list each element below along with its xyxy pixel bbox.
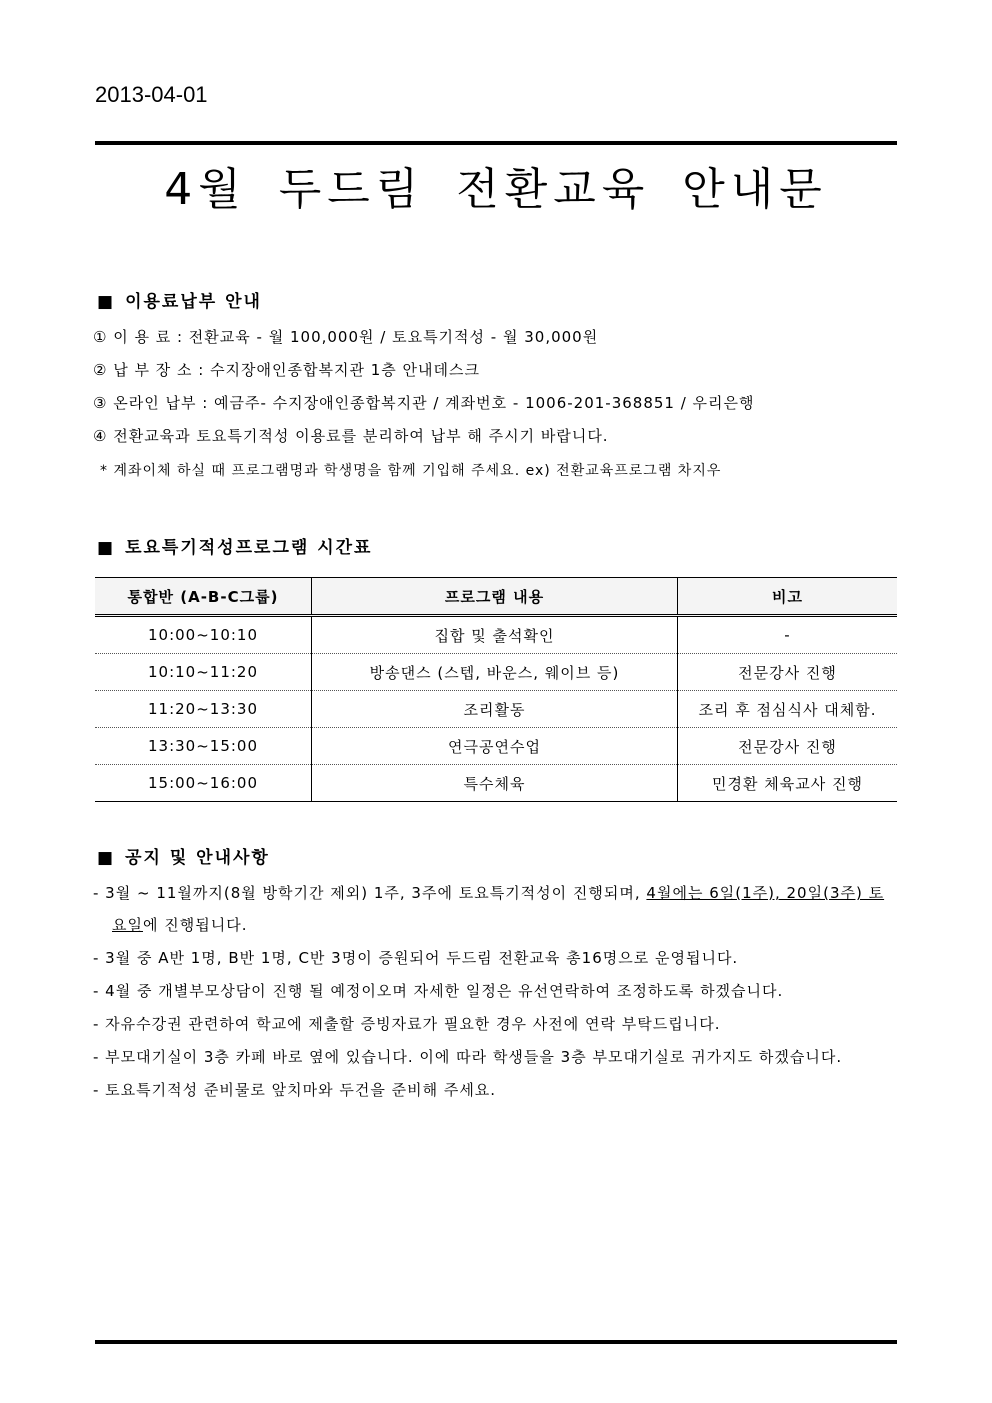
notice-item-waiting-room: - 부모대기실이 3층 카페 바로 옆에 있습니다. 이에 따라 학생들을 3층 부모대기실로 귀가지도 하겠습니다. [93, 1048, 843, 1066]
schedule-heading [97, 533, 372, 558]
notice-item-schedule [93, 882, 884, 903]
document-title: 4월 두드림 전환교육 안내문 [164, 164, 828, 215]
notice-item-schedule-day: 요일 [112, 916, 143, 934]
notice-item-enrollment: - 3월 중 A반 1명, B반 1명, C반 3명이 증원되어 두드림 전환교육 총16명으로 운영됩니다. [93, 949, 739, 967]
bottom-rule [95, 1340, 897, 1344]
note-cell: 조리 후 점심식사 대체함. [678, 691, 898, 728]
schedule-heading-text: 토요특기적성프로그램 시간표 [125, 538, 373, 558]
program-cell: 연극공연수업 [312, 728, 678, 765]
time-cell: 10:10~11:20 [95, 654, 312, 691]
table-row [95, 654, 897, 691]
time-cell: 10:00~10:10 [95, 616, 312, 654]
payment-item-place: ② 납 부 장 소 : 수지장애인종합복지관 1층 안내데스크 [93, 361, 480, 379]
table-row [95, 616, 897, 654]
notice-item-schedule-cont [112, 914, 247, 935]
note-cell: - [678, 616, 898, 654]
table-row [95, 691, 897, 728]
notices-heading [97, 843, 270, 868]
document-date: 2013-04-01 [95, 82, 208, 107]
notice-item-schedule-dates: 4월에는 6일(1주), 20일(3주) 토 [646, 884, 885, 902]
column-header-group: 통합반 (A-B-C그룹) [95, 578, 312, 616]
notices-heading-text: 공지 및 안내사항 [125, 848, 270, 868]
schedule-header-row [95, 578, 897, 616]
notice-item-voucher: - 자유수강권 관련하여 학교에 제출할 증빙자료가 필요한 경우 사전에 연락 부탁드립니다. [93, 1015, 721, 1033]
program-cell: 집합 및 출석확인 [312, 616, 678, 654]
notice-item-supplies: - 토요특기적성 준비물로 앞치마와 두건을 준비해 주세요. [93, 1081, 497, 1099]
table-row [95, 728, 897, 765]
table-row [95, 765, 897, 802]
payment-item-online: ③ 온라인 납부 : 예금주- 수지장애인종합복지관 / 계좌번호 - 1006-201-368851 / 우리은행 [93, 394, 755, 412]
time-cell: 11:20~13:30 [95, 691, 312, 728]
schedule-table [95, 577, 897, 802]
program-cell: 조리활동 [312, 691, 678, 728]
square-bullet-icon: ■ [97, 848, 116, 868]
column-header-note: 비고 [678, 578, 898, 616]
time-cell: 13:30~15:00 [95, 728, 312, 765]
column-header-program: 프로그램 내용 [312, 578, 678, 616]
note-cell: 전문강사 진행 [678, 654, 898, 691]
payment-note: * 계좌이체 하실 때 프로그램명과 학생명을 함께 기입해 주세요. ex) 전환교육프로그램 차지우 [100, 463, 722, 479]
time-cell: 15:00~16:00 [95, 765, 312, 802]
payment-heading [97, 287, 262, 312]
square-bullet-icon: ■ [97, 292, 116, 312]
payment-item-separate: ④ 전환교육과 토요특기적성 이용료를 분리하여 납부 해 주시기 바랍니다. [93, 427, 609, 445]
notice-item-schedule-text: - 3월 ~ 11월까지(8월 방학기간 제외) 1주, 3주에 토요특기적성이 진행되며, [93, 884, 647, 902]
note-cell: 전문강사 진행 [678, 728, 898, 765]
program-cell: 방송댄스 (스텝, 바운스, 웨이브 등) [312, 654, 678, 691]
payment-item-fee: ① 이 용 료 : 전환교육 - 월 100,000원 / 토요특기적성 - 월 30,000원 [93, 328, 599, 346]
square-bullet-icon: ■ [97, 538, 116, 558]
note-cell: 민경환 체육교사 진행 [678, 765, 898, 802]
payment-heading-text: 이용료납부 안내 [125, 292, 262, 312]
notice-item-counseling: - 4월 중 개별부모상담이 진행 될 예정이오며 자세한 일정은 유선연락하여 조정하도록 하겠습니다. [93, 982, 784, 1000]
notice-item-schedule-end: 에 진행됩니다. [142, 916, 248, 934]
program-cell: 특수체육 [312, 765, 678, 802]
top-rule [95, 141, 897, 145]
